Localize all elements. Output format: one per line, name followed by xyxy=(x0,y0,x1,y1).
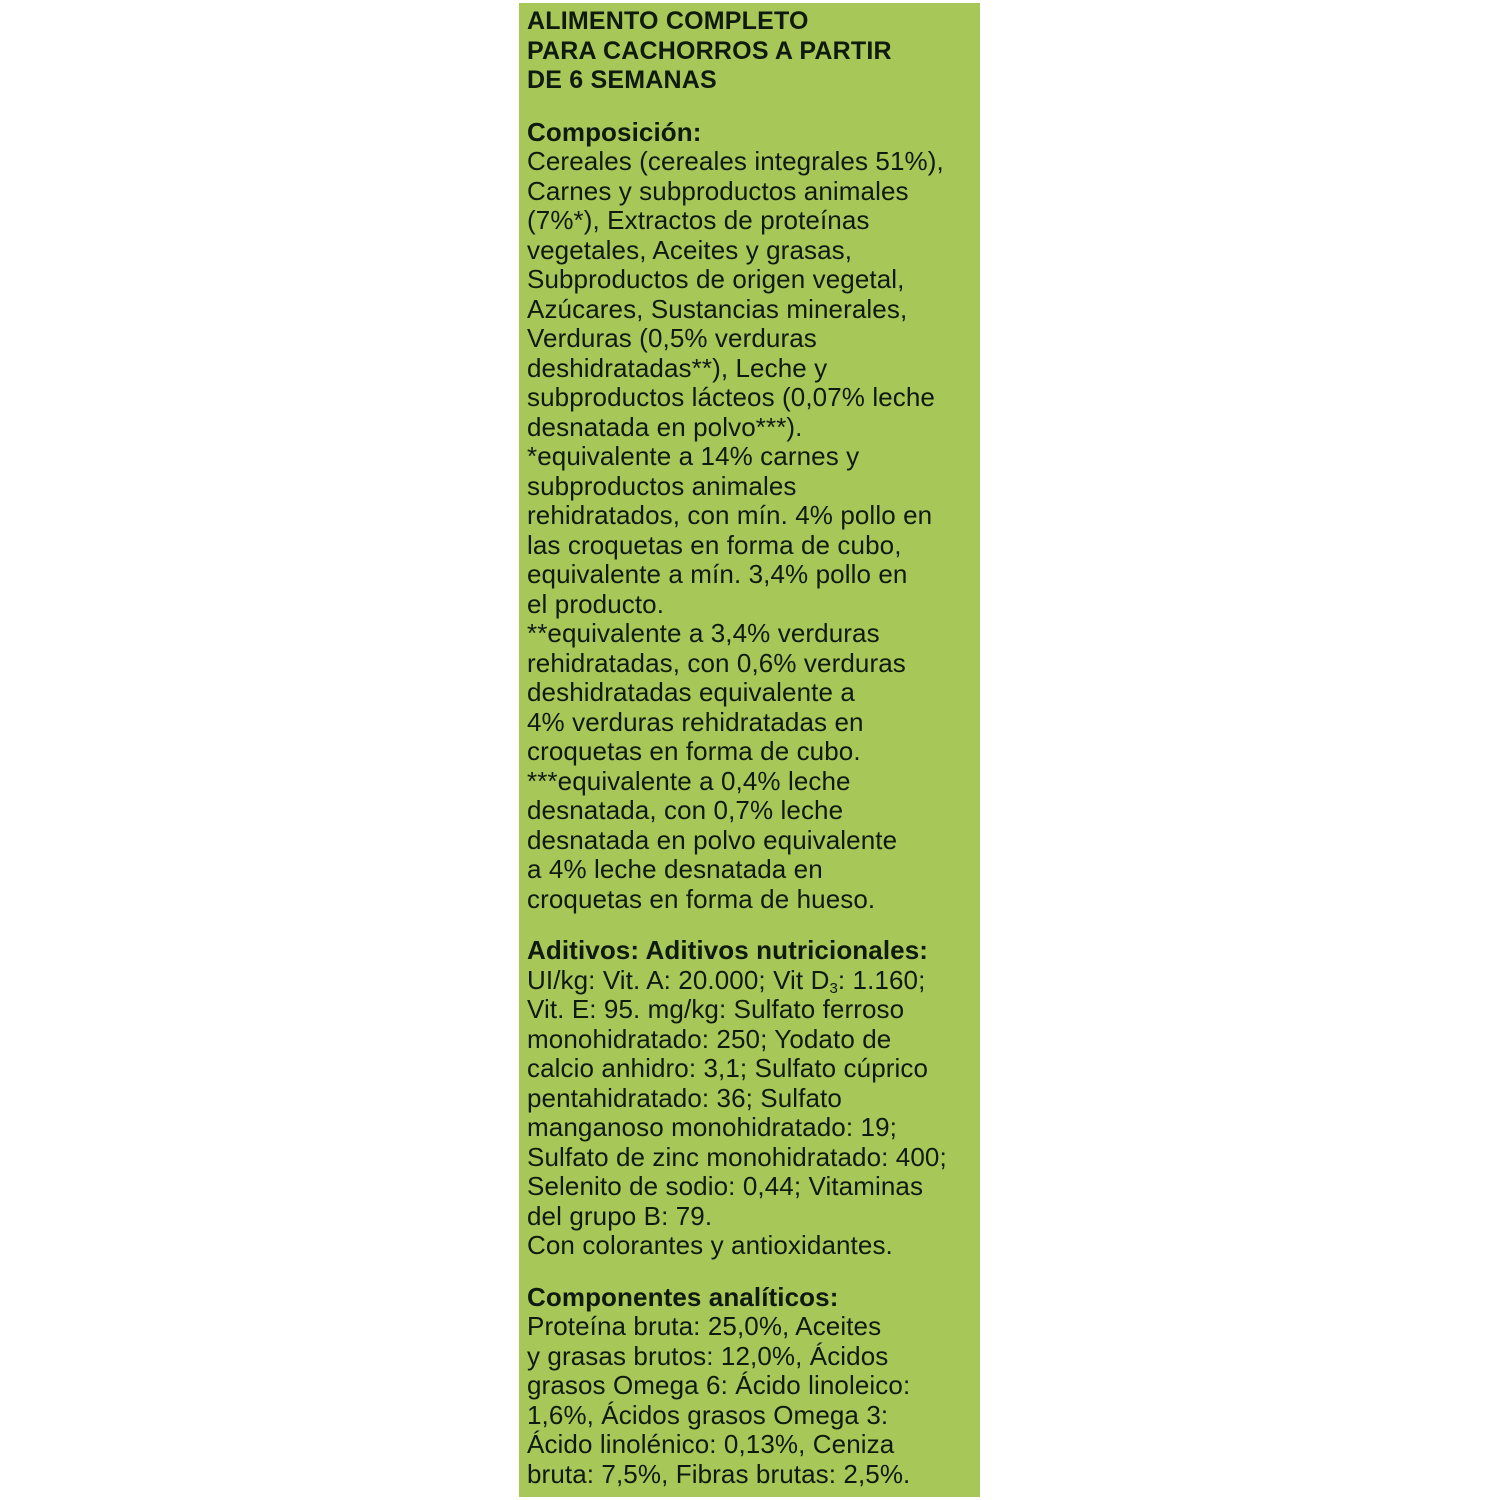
title-line: DE 6 SEMANAS xyxy=(527,66,717,94)
analytical-line: Ácido linolénico: 0,13%, Ceniza xyxy=(527,1429,895,1459)
composition-line: Subproductos de origen vegetal, xyxy=(527,264,905,294)
composition-line: Verduras (0,5% verduras xyxy=(527,323,817,353)
composition-line: deshidratadas equivalente a xyxy=(527,677,855,707)
additives-line: manganoso monohidratado: 19; xyxy=(527,1112,897,1142)
composition-line: las croquetas en forma de cubo, xyxy=(527,529,902,560)
additives-vitamins-line xyxy=(527,966,980,996)
additives-line: Con colorantes y antioxidantes. xyxy=(527,1230,893,1260)
title-line: ALIMENTO COMPLETO xyxy=(527,7,809,35)
composition-line: desnatada en polvo***). xyxy=(527,411,803,442)
composition-line: ***equivalente a 0,4% leche xyxy=(527,765,851,796)
composition-line: el producto. xyxy=(527,588,665,619)
ingredients-label-panel xyxy=(519,3,980,1497)
additives-line: pentahidratado: 36; Sulfato xyxy=(527,1082,842,1113)
composition-line: equivalente a mín. 3,4% pollo en xyxy=(527,559,908,589)
additives-section xyxy=(527,936,980,1261)
additives-line-suffix: : 1.160; xyxy=(837,964,926,995)
analytical-line: 1,6%, Ácidos grasos Omega 3: xyxy=(527,1399,889,1430)
composition-line: rehidratados, con mín. 4% pollo en xyxy=(527,500,933,530)
composition-section xyxy=(527,118,980,915)
additives-line: Vit. E: 95. mg/kg: Sulfato ferroso xyxy=(527,994,905,1024)
composition-line: vegetales, Aceites y grasas, xyxy=(527,234,853,265)
additives-line-prefix: UI/kg: Vit. A: 20.000; Vit D xyxy=(527,964,830,995)
composition-line: a 4% leche desnatada en xyxy=(527,854,823,884)
additives-line: Sulfato de zinc monohidratado: 400; xyxy=(527,1141,947,1172)
composition-line: croquetas en forma de hueso. xyxy=(527,883,876,914)
composition-line: subproductos lácteos (0,07% leche xyxy=(527,382,935,412)
composition-heading: Composición: xyxy=(527,116,702,147)
composition-line: deshidratadas**), Leche y xyxy=(527,352,828,383)
composition-line: (7%*), Extractos de proteínas xyxy=(527,205,870,235)
analytical-line: y grasas brutos: 12,0%, Ácidos xyxy=(527,1340,889,1371)
title-line: PARA CACHORROS A PARTIR xyxy=(527,36,892,65)
composition-line: Carnes y subproductos animales xyxy=(527,175,909,206)
additives-line: Selenito de sodio: 0,44; Vitaminas xyxy=(527,1171,924,1201)
composition-line: rehidratadas, con 0,6% verduras xyxy=(527,647,906,678)
composition-line: croquetas en forma de cubo. xyxy=(527,736,861,766)
additives-heading: Aditivos: Aditivos nutricionales: xyxy=(527,935,929,965)
additives-line: monohidratado: 250; Yodato de xyxy=(527,1023,892,1054)
vitamin-d-subscript: 3 xyxy=(829,979,838,997)
composition-line: Cereales (cereales integrales 51%), xyxy=(527,146,944,176)
additives-line: calcio anhidro: 3,1; Sulfato cúprico xyxy=(527,1053,929,1083)
analytical-line: Proteína bruta: 25,0%, Aceites xyxy=(527,1311,882,1341)
analytical-components-heading: Componentes analíticos: xyxy=(527,1281,839,1312)
composition-line: desnatada en polvo equivalente xyxy=(527,824,898,855)
analytical-components-section xyxy=(527,1283,980,1490)
analytical-line: grasos Omega 6: Ácido linoleico: xyxy=(527,1370,911,1400)
product-title xyxy=(527,7,980,96)
additives-line: del grupo B: 79. xyxy=(527,1200,713,1231)
composition-line: subproductos animales xyxy=(527,470,797,501)
composition-line: 4% verduras rehidratadas en xyxy=(527,706,864,737)
composition-line: **equivalente a 3,4% verduras xyxy=(527,618,880,648)
composition-line: Azúcares, Sustancias minerales, xyxy=(527,293,908,324)
composition-line: desnatada, con 0,7% leche xyxy=(527,795,844,825)
analytical-line: bruta: 7,5%, Fibras brutas: 2,5%. xyxy=(527,1458,911,1489)
composition-line: *equivalente a 14% carnes y xyxy=(527,441,860,471)
